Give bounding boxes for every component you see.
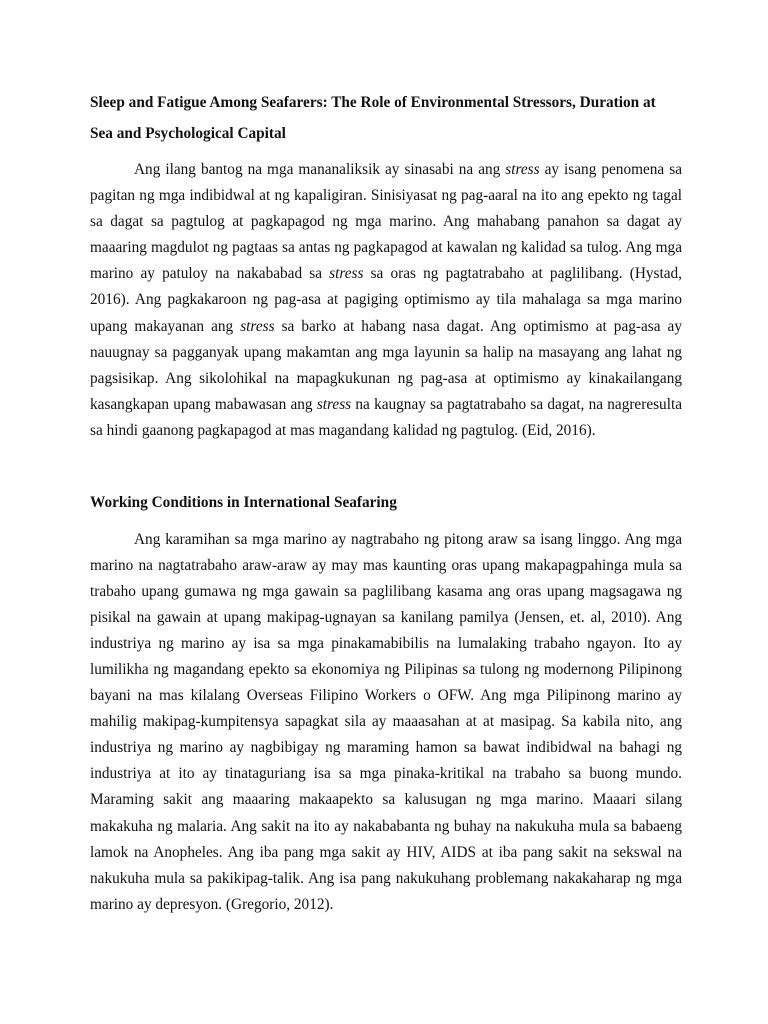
text-run: sa barko at habang nasa dagat. Ang optimismo at pag-asa ay nauugnay sa pagganyak upang makamtan ang mga layunin sa halip na masayang ang lahat ng pagsisikap. Ang sikolohikal na mapagkukunan ng pag-asa at optimismo ay kinakailangang kasangkapan upang mabawasan ang [90,317,682,413]
text-run: ay isang penomena sa pagitan ng mga indibidwal at ng kapaligiran. Sinisiyasat ng pag-aaral na ito ang epekto ng tagal sa dagat sa pagtulog at pagkapagod ng mga marino. Ang mahabang panahon sa dagat ay maaaring magdulot ng pagtaas sa antas ng pagkapagod at kawalan ng kalidad sa tulog. Ang mga marino ay patuloy na nakababad sa [90,161,682,283]
body-paragraph-working-conditions: Ang karamihan sa mga marino ay nagtrabaho ng pitong araw sa isang linggo. Ang mga marino na nagtatrabaho araw-araw ay may mas kaunting oras upang makapagpahinga mula sa trabaho upang gumawa ng mga gawain sa paglilibang kasama ang oras upang magsagawa ng pisikal na gawain at upang makipag-ugnayan sa kanilang pamilya (Jensen, et. al, 2010). Ang industriya ng marino ay isa sa mga pinakamabibilis na lumalaking trabaho ngayon. Ito ay lumilikha ng magandang epekto sa ekonomiya ng Pilipinas sa tulong ng modernong Pilipinong bayani na mas kilalang Overseas Filipino Workers o OFW. Ang mga Pilipinong marino ay mahilig makipag-kumpitensya sapagkat sila ay maaasahan at at masipag. Sa kabila nito, ang industriya ng marino ay nagbibigay ng maraming hamon sa bawat indibidwal na bahagi ng industriya at ito ay tinataguriang isa sa mga pinaka-kritikal na trabaho sa buong mundo. Maraming sakit ang maaaring makaapekto sa kalusugan ng mga marino. Maaari silang makakuha ng malaria. Ang sakit na ito ay nakababanta ng buhay na nakukuha mula sa babaeng lamok na Anopheles. Ang iba pang mga sakit ay HIV, AIDS at iba pang sakit na sekswal na nakukuha mula sa pakikipag-talik. Ang isa pang nakukuhang problemang nakakaharap ng mga marino ay depresyon. (Gregorio, 2012). [90,530,682,913]
text-run: sa oras ng pagtatrabaho at paglilibang. (Hystad, 2016). Ang pagkakaroon ng pag-asa at pagiging optimismo ay tila mahalaga sa mga marino upang makayanan ang [90,265,682,335]
body-paragraph-stress [90,157,682,444]
section-heading-working-conditions: Working Conditions in International Seafaring [90,494,397,512]
text-run: na kaugnay sa pagtatrabaho sa dagat, na nagreresulta sa hindi gaanong pagkapagod at mas magandang kalidad ng pagtulog. (Eid, 2016). [90,395,682,439]
italic-term: stress [240,317,275,335]
italic-term: stress [316,395,352,413]
text-run: Ang ilang bantog na mga mananaliksik ay sinasabi na ang [134,161,506,178]
italic-term: stress [505,161,540,178]
section-heading-sleep-fatigue: Sleep and Fatigue Among Seafarers: The Role of Environmental Stressors, Duration at Sea and Psychological Capital [90,94,656,142]
italic-term: stress [329,265,364,283]
